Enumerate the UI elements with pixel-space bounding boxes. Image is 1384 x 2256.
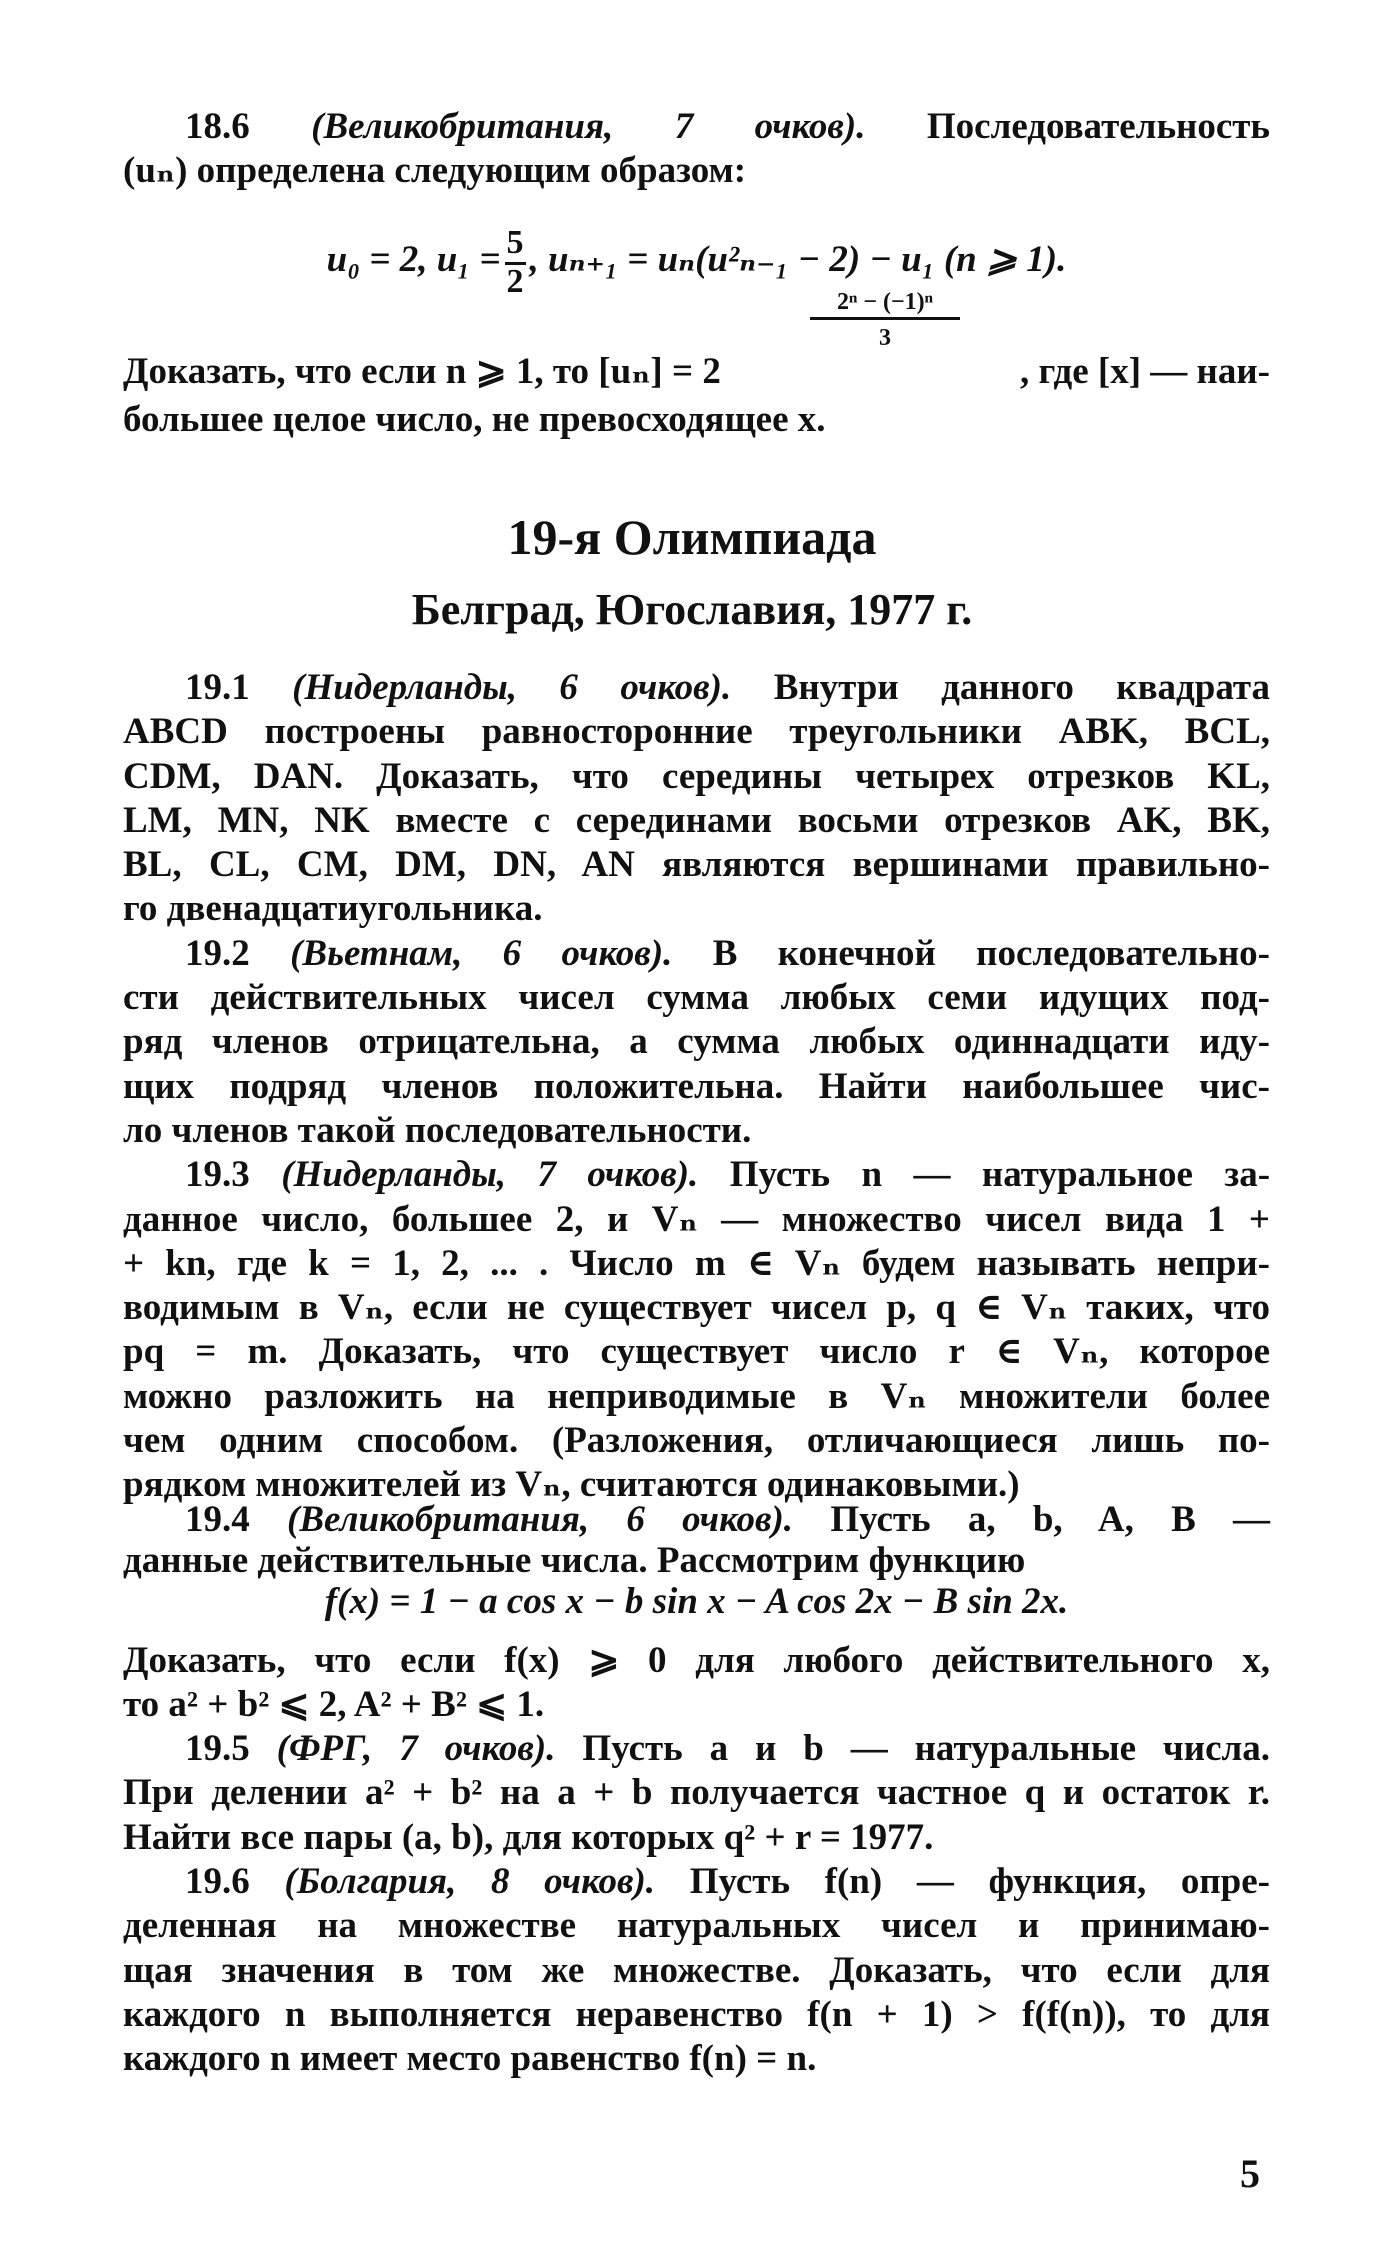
- problem-number: 19.5: [185, 1728, 250, 1769]
- page-number: 5: [1240, 2151, 1260, 2196]
- problem-19-5-first-line: [123, 1727, 1270, 1771]
- problem-source: (Вьетнам, 6 очков).: [290, 932, 673, 974]
- problem-number: 19.2: [185, 932, 250, 974]
- problem-source: (Великобритания, 6 очков).: [287, 1499, 794, 1540]
- text-line: водимым в Vₙ, если не существует чисел p, q ∈ Vₙ таких, что: [123, 1287, 1270, 1329]
- formula: f(x) = 1 − a cos x − b sin x − A cos 2x − B sin 2x.: [324, 1581, 1069, 1622]
- problems-19-1-to-19-3: [123, 666, 1270, 1508]
- text-line: ло членов такой последовательности.: [123, 1109, 752, 1151]
- problem-19-3-first-line: [123, 1153, 1270, 1197]
- exponent-denominator: 3: [879, 325, 891, 351]
- problem-number: 19.6: [185, 1861, 250, 1902]
- text-line: данные действительные числа. Рассмотрим функцию: [123, 1540, 1026, 1581]
- problem-19-5: [123, 1727, 1270, 1860]
- text: Пусть a, b, A, B —: [830, 1499, 1271, 1540]
- text-line: Доказать, что если n ⩾ 1, то [uₙ] = 2: [123, 351, 721, 392]
- text-line: щая значения в том же множестве. Доказать, что если для: [123, 1949, 1270, 1991]
- text-line: + kn, где k = 1, 2, ... . Число m ∈ Vₙ будем называть непри-: [123, 1242, 1270, 1284]
- text-line: го двенадцатиугольника.: [123, 888, 543, 930]
- problem-19-4: [123, 1499, 1270, 1728]
- problem-source: (Нидерланды, 6 очков).: [292, 667, 732, 708]
- text: Внутри данного квадрата: [773, 667, 1271, 708]
- problem-18-6: [123, 105, 1270, 194]
- text-line: чем одним способом. (Разложения, отличающиеся лишь по-: [123, 1420, 1270, 1462]
- problem-source: (Болгария, 8 очков).: [284, 1861, 656, 1902]
- problem-number: 19.3: [185, 1154, 250, 1196]
- problem-19-2-first-line: [123, 932, 1270, 976]
- text-line: каждого n выполняется неравенство f(n + 1) > f(f(n)), то для: [123, 1993, 1270, 2035]
- text-line: LM, MN, NK вместе с серединами восьми отрезков AK, BK,: [123, 799, 1270, 841]
- text-line: pq = m. Доказать, что существует число r ∈ Vₙ, которое: [123, 1331, 1270, 1373]
- text-line: CDM, DAN. Доказать, что середины четырех отрезков KL,: [123, 755, 1270, 797]
- text-line: большее целое число, не превосходящее x.: [123, 399, 826, 440]
- text-line: , где [x] — наи-: [1020, 351, 1270, 392]
- formula-18-6: [123, 222, 1270, 302]
- text-line: Доказать, что если f(x) ⩾ 0 для любого действительного x,: [123, 1640, 1270, 1681]
- problem-number: 18.6: [185, 106, 250, 147]
- problem-source: (ФРГ, 7 очков).: [276, 1728, 556, 1769]
- text-line: данное число, большее 2, и Vₙ — множество чисел вида 1 +: [123, 1198, 1270, 1240]
- section-subtitle: Белград, Югославия, 1977 г.: [411, 585, 973, 634]
- section-title: 19-я Олимпиада: [507, 509, 877, 565]
- problem-number: 19.4: [185, 1499, 250, 1540]
- problem-19-4-first-line: [123, 1499, 1270, 1540]
- text-line: При делении a² + b² на a + b получается частное q и остаток r.: [123, 1772, 1270, 1814]
- problem-source: (Великобритания, 7 очков).: [311, 106, 866, 147]
- text-line: (uₙ) определена следующим образом:: [123, 150, 747, 192]
- text-line: то a² + b² ⩽ 2, A² + B² ⩽ 1.: [123, 1684, 545, 1726]
- formula-part: u₀ = 2, u₁ =: [326, 239, 501, 280]
- problem-19-6-first-line: [123, 1860, 1270, 1904]
- denominator: 2: [506, 263, 524, 301]
- text-block: [123, 398, 1270, 442]
- formula-part: , uₙ₊₁ = uₙ(u²ₙ₋₁ − 2) − u₁ (n ⩾ 1).: [529, 239, 1067, 280]
- text-line: ABCD построены равносторонние треугольники ABK, BCL,: [123, 711, 1270, 753]
- problem-number: 19.1: [185, 667, 250, 708]
- text-line: деленная на множестве натуральных чисел и принимаю-: [123, 1905, 1270, 1947]
- problem-source: (Нидерланды, 7 очков).: [281, 1154, 699, 1196]
- problem-19-1-first-line: [123, 666, 1270, 710]
- text: Последовательность: [926, 106, 1270, 147]
- text: Пусть a и b — натуральные числа.: [582, 1728, 1271, 1769]
- text-line: щих подряд членов положительна. Найти наибольшее чис-: [123, 1065, 1270, 1107]
- text-line: рядком множителей из Vₙ, считаются одинаковыми.): [123, 1464, 1020, 1506]
- fraction: [505, 226, 526, 299]
- exponent-fraction: [810, 290, 960, 350]
- text-line: можно разложить на неприводимые в Vₙ множители более: [123, 1375, 1270, 1417]
- text: Пусть n — натуральное за-: [729, 1154, 1271, 1196]
- text: В конечной последовательно-: [712, 932, 1271, 974]
- text-line: BL, CL, CM, DM, DN, AN являются вершинами правильно-: [123, 844, 1270, 886]
- text-line: сти действительных чисел сумма любых семи идущих под-: [123, 977, 1270, 1019]
- text-line: ряд членов отрицательна, а сумма любых одиннадцати иду-: [123, 1021, 1270, 1063]
- text: Пусть f(n) — функция, опре-: [689, 1861, 1270, 1902]
- text-line: Найти все пары (a, b), для которых q² + r = 1977.: [123, 1816, 934, 1858]
- exponent-numerator: 2ⁿ − (−1)ⁿ: [810, 290, 960, 320]
- text-line: каждого n имеет место равенство f(n) = n.: [123, 2038, 817, 2080]
- problem-19-6: [123, 1860, 1270, 2081]
- numerator: 5: [505, 226, 526, 265]
